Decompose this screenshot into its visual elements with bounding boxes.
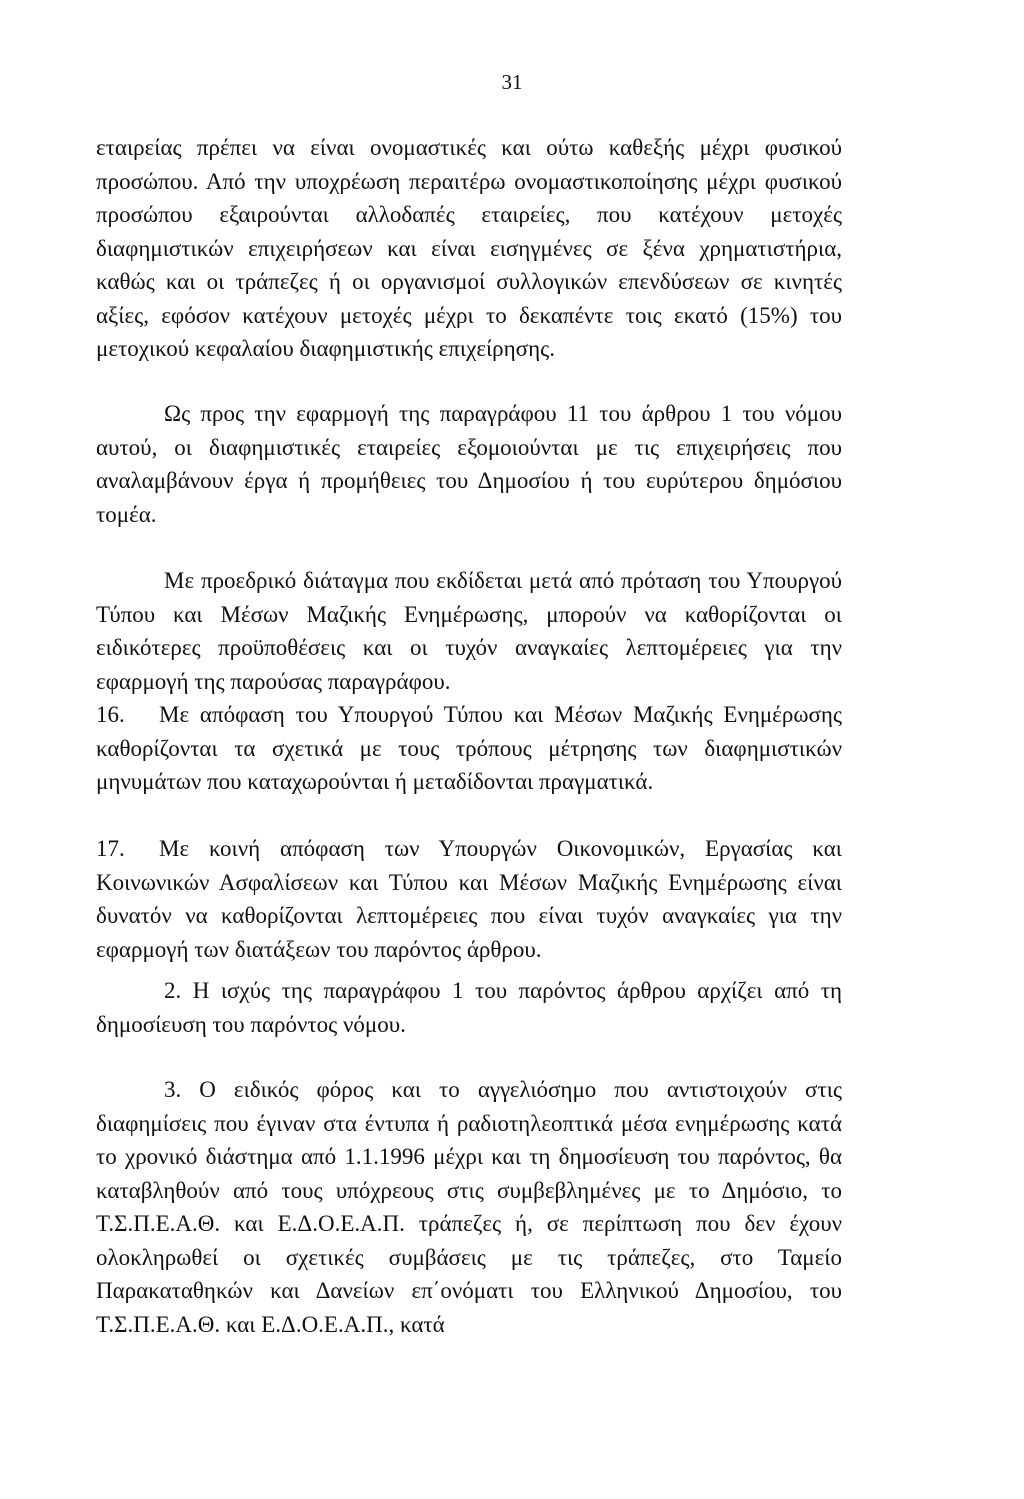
paragraph-number: 17. <box>96 836 125 861</box>
paragraph-16-text: Με απόφαση του Υπουργού Τύπου και Μέσων Μαζικής Ενημέρωσης καθορίζονται τα σχετικά με τους τρόπους μέτρησης των διαφημιστικών μηνυμάτων που καταχωρούνται ή μεταδίδονται πραγματικά. <box>96 702 842 794</box>
paragraph-16 <box>96 698 842 799</box>
paragraph-advertising-firms: Ως προς την εφαρμογή της παραγράφου 11 του άρθρου 1 του νόμου αυτού, οι διαφημιστικές εταιρείες εξομοιούνται με τις επιχειρήσεις που αναλαμβάνουν έργα ή προμήθειες του Δημοσίου ή του ευρύτερου δημόσιου τομέα. <box>96 401 842 527</box>
paragraph-17 <box>96 832 842 966</box>
paragraph-presidential-decree: Με προεδρικό διάταγμα που εκδίδεται μετά από πρόταση του Υπουργού Τύπου και Μέσων Μαζικής Ενημέρωσης, μπορούν να καθορίζονται οι ειδικότερες προϋποθέσεις και οι τυχόν αναγκαίες λεπτομέρειες για την εφαρμογή της παρούσας παραγράφου. <box>96 568 842 694</box>
paragraph-17-text: Με κοινή απόφαση των Υπουργών Οικονομικών, Εργασίας και Κοινωνικών Ασφαλίσεων και Τύπου και Μέσων Μαζικής Ενημέρωσης είναι δυνατόν να καθορίζονται λεπτομέρειες που είναι τυχόν αναγκαίες για την εφαρμογή των διατάξεων του παρόντος άρθρου. <box>96 836 842 962</box>
page-number: 31 <box>501 70 523 94</box>
paragraph-continuation: εταιρείας πρέπει να είναι ονομαστικές και ούτω καθεξής μέχρι φυσικού προσώπου. Από την υποχρέωση περαιτέρω ονομαστικοποίησης μέχρι φυσικού προσώπου εξαιρούνται αλλοδαπές εταιρείες, που κατέχουν μετοχές διαφημιστικών επιχειρήσεων και είναι εισηγμένες σε ξένα χρηματιστήρια, καθώς και οι τράπεζες ή οι οργανισμοί συλλογικών επενδύσεων σε κινητές αξίες, εφόσον κατέχουν μετοχές μέχρι το δεκαπέντε τοις εκατό (15%) του μετοχικού κεφαλαίου διαφημιστικής επιχείρησης. <box>96 135 842 361</box>
paragraph-number: 16. <box>96 702 125 727</box>
paragraph-2-effective-date: 2. Η ισχύς της παραγράφου 1 του παρόντος άρθρου αρχίζει από τη δημοσίευση του παρόντος νόμου. <box>96 978 842 1037</box>
paragraph-3-special-tax: 3. Ο ειδικός φόρος και το αγγελιόσημο που αντιστοιχούν στις διαφημίσεις που έγιναν στα έντυπα ή ραδιοτηλεοπτικά μέσα ενημέρωσης κατά το χρονικό διάστημα από 1.1.1996 μέχρι και τη δημοσίευση του παρόντος, θα καταβληθούν από τους υπόχρεους στις συμβεβλημένες με το Δημόσιο, το Τ.Σ.Π.Ε.Α.Θ. και Ε.Δ.Ο.Ε.Α.Π. τράπεζες ή, σε περίπτωση που δεν έχουν ολοκληρωθεί οι σχετικές συμβάσεις με τις τράπεζες, στο Ταμείο Παρακαταθηκών και Δανείων επ΄ονόματι του Ελληνικού Δημοσίου, του Τ.Σ.Π.Ε.Α.Θ. και Ε.Δ.Ο.Ε.Α.Π., κατά <box>96 1077 842 1337</box>
